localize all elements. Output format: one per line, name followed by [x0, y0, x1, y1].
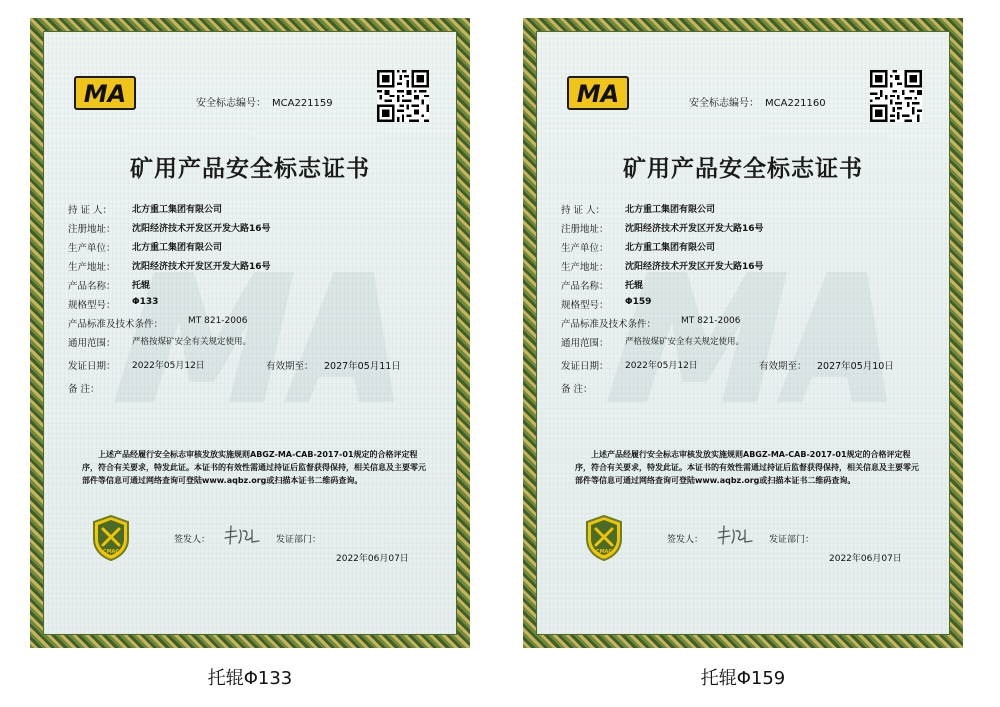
field-label: 产品名称：: [561, 281, 609, 292]
field-scope: [561, 335, 921, 354]
field-label: 生产地址：: [561, 262, 609, 273]
field-label: 注册地址：: [68, 224, 116, 235]
field-standard: [561, 316, 921, 335]
handwritten-signature: [715, 522, 755, 548]
field-label: 备 注：: [68, 384, 100, 395]
certificate-fields: [561, 202, 921, 400]
field-label: 发证日期：: [68, 361, 116, 372]
caption-right: 托辊Φ159: [700, 668, 786, 689]
field-label: 发证日期：: [561, 361, 609, 372]
ma-logo: [567, 76, 629, 110]
field-label: 备 注：: [561, 384, 593, 395]
field-production-address: [68, 259, 428, 278]
svg-text:CMAC: CMAC: [102, 549, 120, 555]
cmac-badge-icon: [585, 515, 623, 561]
field-label: 产品标准及技术条件：: [68, 319, 164, 330]
field-label: 规格型号：: [561, 300, 609, 311]
signer-label: 签发人：: [174, 535, 211, 545]
issue-date: 2022年05月12日: [625, 361, 698, 371]
field-value: MT 821-2006: [681, 316, 741, 326]
field-value: 沈阳经济技术开发区开发大路16号: [625, 224, 764, 234]
issuing-department-label: 发证部门：: [276, 535, 322, 545]
certificate-left: [30, 18, 470, 648]
handwritten-signature: [222, 522, 262, 548]
field-dates: [68, 358, 428, 377]
qr-code-icon: [870, 70, 922, 122]
field-standard: [68, 316, 428, 335]
field-registered-address: [68, 221, 428, 240]
field-remark: [68, 381, 428, 400]
cmac-badge-icon: [92, 515, 130, 561]
field-label: 生产单位：: [561, 243, 609, 254]
svg-text:MA: MA: [83, 80, 127, 108]
signing-date: 2022年06月07日: [829, 554, 902, 564]
caption-left: 托辊Φ133: [207, 668, 293, 689]
valid-until-date: 2027年05月11日: [324, 361, 401, 372]
field-value: Φ133: [132, 297, 159, 307]
field-label: 持 证 人：: [68, 205, 113, 216]
field-scope: [68, 335, 428, 354]
field-value: 北方重工集团有限公司: [132, 243, 223, 253]
field-product-name: [561, 278, 921, 297]
field-value: 沈阳经济技术开发区开发大路16号: [132, 262, 271, 272]
certificate-title: 矿用产品安全标志证书: [623, 156, 863, 182]
field-label: 持 证 人：: [561, 205, 606, 216]
field-holder: [561, 202, 921, 221]
field-value: 严格按煤矿安全有关规定使用。: [625, 337, 745, 347]
field-label: 有效期至：: [759, 361, 807, 372]
field-value: Φ159: [625, 297, 652, 307]
certificate-number: [689, 94, 826, 109]
issuing-department-label: 发证部门：: [769, 535, 815, 545]
field-label: 产品标准及技术条件：: [561, 319, 657, 330]
certificate-number-label: 安全标志编号：: [689, 98, 759, 109]
field-value: 沈阳经济技术开发区开发大路16号: [132, 224, 271, 234]
field-dates: [561, 358, 921, 377]
certificate-body: [43, 31, 457, 635]
valid-until-date: 2027年05月10日: [817, 361, 894, 372]
field-model: [561, 297, 921, 316]
field-value: 托辊: [132, 281, 151, 291]
field-registered-address: [561, 221, 921, 240]
ma-logo: [74, 76, 136, 110]
certificate-title: 矿用产品安全标志证书: [130, 156, 370, 182]
field-label: 规格型号：: [68, 300, 116, 311]
field-label: 生产单位：: [68, 243, 116, 254]
certificate-right: [523, 18, 963, 648]
field-label: 生产地址：: [68, 262, 116, 273]
field-value: MT 821-2006: [188, 316, 248, 326]
svg-text:MA: MA: [576, 80, 620, 108]
field-holder: [68, 202, 428, 221]
field-label: 通用范围：: [561, 338, 609, 349]
issue-date: 2022年05月12日: [132, 361, 205, 371]
certificate-number-value: MCA221159: [272, 98, 333, 109]
field-producer: [68, 240, 428, 259]
field-label: 有效期至：: [266, 361, 314, 372]
field-label: 产品名称：: [68, 281, 116, 292]
signing-date: 2022年06月07日: [336, 554, 409, 564]
qr-code-icon: [377, 70, 429, 122]
certificate-notice: 上述产品经履行安全标志审核发放实施规则ABGZ-MA-CAB-2017-01规定的合格评定程序，符合有关要求，特发此证。本证书的有效性需通过持证后监督获得保持，相关信息及主要零元部件等信息可通过网络查询可登陆www.aqbz.org或扫描本证书二维码查询。: [82, 450, 426, 485]
field-value: 托辊: [625, 281, 644, 291]
field-remark: [561, 381, 921, 400]
signer-label: 签发人：: [667, 535, 704, 545]
svg-text:CMAC: CMAC: [595, 549, 613, 555]
field-value: 北方重工集团有限公司: [132, 205, 223, 215]
certificate-number-value: MCA221160: [765, 98, 826, 109]
certificate-fields: [68, 202, 428, 400]
field-value: 沈阳经济技术开发区开发大路16号: [625, 262, 764, 272]
field-label: 注册地址：: [561, 224, 609, 235]
field-model: [68, 297, 428, 316]
certificate-number-label: 安全标志编号：: [196, 98, 266, 109]
field-value: 北方重工集团有限公司: [625, 243, 716, 253]
field-value: 北方重工集团有限公司: [625, 205, 716, 215]
certificate-number: [196, 94, 333, 109]
certificate-notice: 上述产品经履行安全标志审核发放实施规则ABGZ-MA-CAB-2017-01规定的合格评定程序，符合有关要求，特发此证。本证书的有效性需通过持证后监督获得保持，相关信息及主要零元部件等信息可通过网络查询可登陆www.aqbz.org或扫描本证书二维码查询。: [575, 450, 919, 485]
field-product-name: [68, 278, 428, 297]
field-production-address: [561, 259, 921, 278]
certificate-body: [536, 31, 950, 635]
field-producer: [561, 240, 921, 259]
field-value: 严格按煤矿安全有关规定使用。: [132, 337, 252, 347]
field-label: 通用范围：: [68, 338, 116, 349]
